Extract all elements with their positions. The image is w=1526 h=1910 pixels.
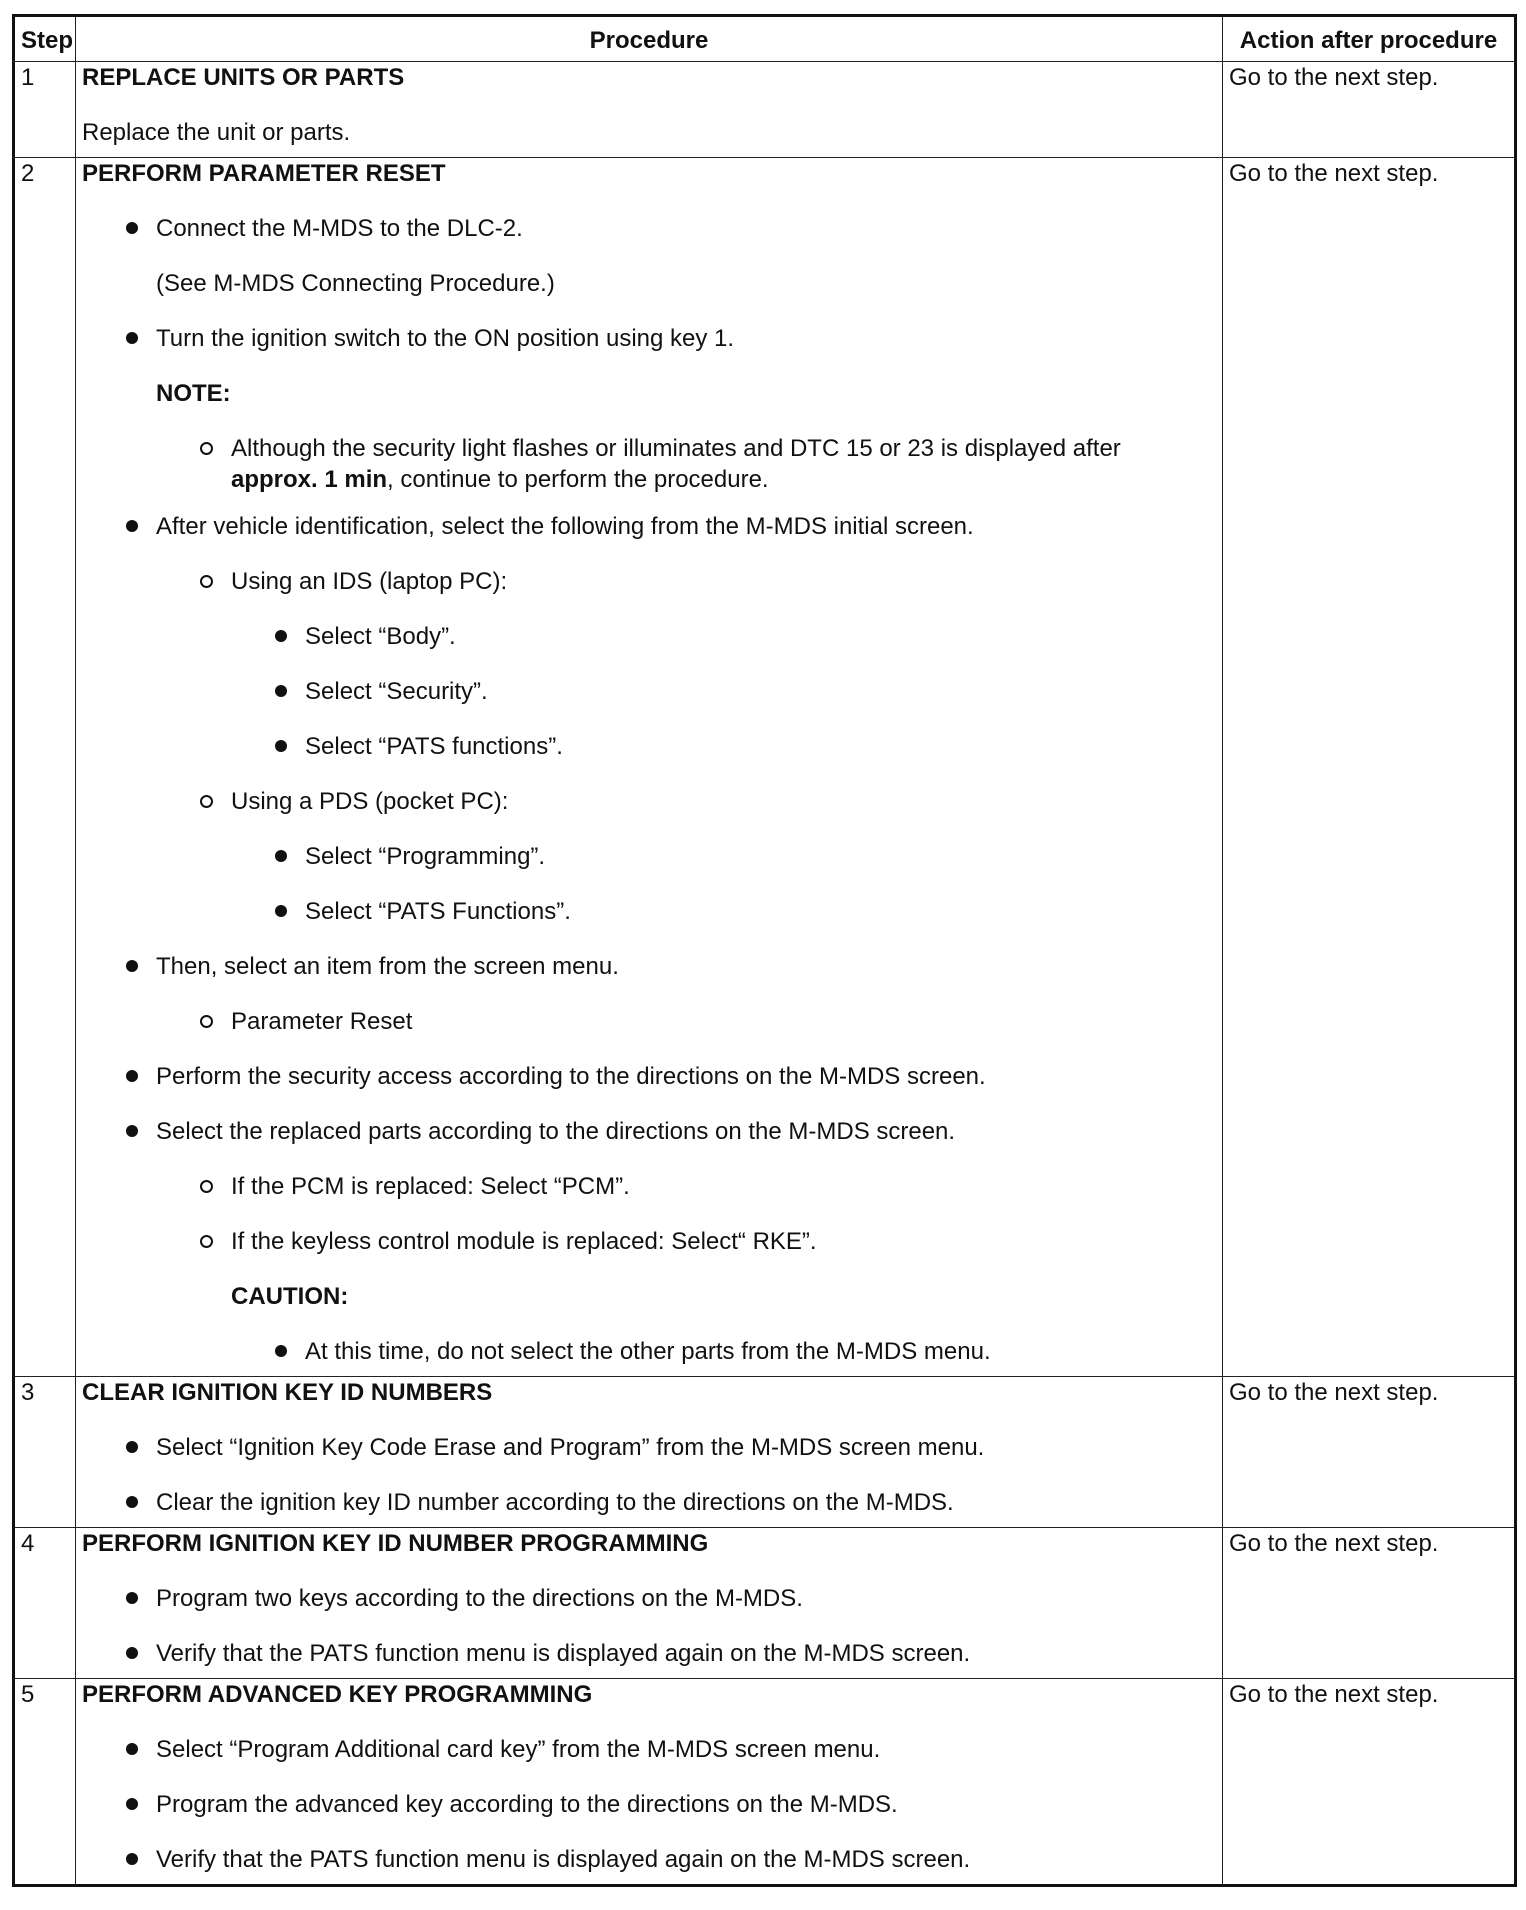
list-item: After vehicle identification, select the following from the M-MDS initial screen. xyxy=(82,511,1216,566)
bullet-icon xyxy=(126,1441,138,1453)
list-item: Select “Ignition Key Code Erase and Program” from the M-MDS screen menu. xyxy=(82,1432,1216,1487)
table-row xyxy=(14,1377,1516,1528)
procedure-cell xyxy=(76,1679,1223,1886)
bullet-icon xyxy=(126,222,138,234)
list-item: Program two keys according to the directions on the M-MDS. xyxy=(82,1583,1216,1638)
step-title: PERFORM ADVANCED KEY PROGRAMMING xyxy=(82,1681,593,1708)
bullet-icon xyxy=(275,1345,287,1357)
list-item: Using a PDS (pocket PC): xyxy=(82,786,1216,841)
list-item: Select “PATS Functions”. xyxy=(82,896,1216,951)
header-row xyxy=(14,16,1516,62)
table-row xyxy=(14,1528,1516,1679)
list-item: Select “Body”. xyxy=(82,621,1216,676)
bullet-icon xyxy=(126,1496,138,1508)
bullet-icon xyxy=(126,1647,138,1659)
circle-bullet-icon xyxy=(200,442,213,455)
step-title: PERFORM PARAMETER RESET xyxy=(82,160,446,187)
circle-bullet-icon xyxy=(200,1015,213,1028)
list-item: Select the replaced parts according to the directions on the M-MDS screen. xyxy=(82,1116,1216,1171)
bullet-icon xyxy=(126,1853,138,1865)
circle-bullet-icon xyxy=(200,1180,213,1193)
step-title: PERFORM IGNITION KEY ID NUMBER PROGRAMMING xyxy=(82,1530,709,1557)
bullet-icon xyxy=(275,740,287,752)
bullet-icon xyxy=(126,1125,138,1137)
circle-bullet-icon xyxy=(200,575,213,588)
bullet-icon xyxy=(126,332,138,344)
list-item: Program the advanced key according to the directions on the M-MDS. xyxy=(82,1789,1216,1844)
list-item: If the keyless control module is replaced: Select“ RKE”. xyxy=(82,1226,1216,1281)
list-item-note: (See M-MDS Connecting Procedure.) xyxy=(156,270,555,297)
note-label: NOTE: xyxy=(156,380,231,407)
list-item: Perform the security access according to the directions on the M-MDS screen. xyxy=(82,1061,1216,1116)
step-title: CLEAR IGNITION KEY ID NUMBERS xyxy=(82,1379,493,1406)
list-item: At this time, do not select the other parts from the M-MDS menu. xyxy=(82,1336,1216,1376)
list-item: Select “PATS functions”. xyxy=(82,731,1216,786)
bullet-icon xyxy=(126,1798,138,1810)
bullet-icon xyxy=(275,905,287,917)
bullet-icon xyxy=(126,1743,138,1755)
step-number: 5 xyxy=(14,1679,76,1886)
table-row xyxy=(14,1679,1516,1886)
procedure-cell xyxy=(76,1377,1223,1528)
caution-label: CAUTION: xyxy=(231,1283,349,1310)
step-number: 2 xyxy=(14,158,76,1377)
list-item: Parameter Reset xyxy=(82,1006,1216,1061)
list-item: Verify that the PATS function menu is displayed again on the M-MDS screen. xyxy=(82,1844,1216,1884)
action-cell: Go to the next step. xyxy=(1223,1377,1516,1528)
procedure-cell xyxy=(76,62,1223,158)
bullet-icon xyxy=(126,1070,138,1082)
header-action: Action after procedure xyxy=(1223,16,1516,62)
list-item: Turn the ignition switch to the ON position using key 1. xyxy=(82,323,1216,378)
action-cell: Go to the next step. xyxy=(1223,62,1516,158)
action-cell: Go to the next step. xyxy=(1223,158,1516,1377)
bullet-icon xyxy=(126,1592,138,1604)
header-step: Step xyxy=(14,16,76,62)
step-number: 3 xyxy=(14,1377,76,1528)
circle-bullet-icon xyxy=(200,795,213,808)
procedure-table xyxy=(12,14,1517,1887)
bullet-icon xyxy=(126,960,138,972)
list-item: Using an IDS (laptop PC): xyxy=(82,566,1216,621)
procedure-cell xyxy=(76,158,1223,1377)
action-cell: Go to the next step. xyxy=(1223,1679,1516,1886)
list-item: Although the security light flashes or illuminates and DTC 15 or 23 is displayed after approx. 1 min, continue to perform the procedure. xyxy=(82,433,1216,511)
step-number: 4 xyxy=(14,1528,76,1679)
procedure-text: Replace the unit or parts. xyxy=(82,119,351,146)
list-item: Clear the ignition key ID number according to the directions on the M-MDS. xyxy=(82,1487,1216,1527)
header-procedure: Procedure xyxy=(76,16,1223,62)
table-row xyxy=(14,62,1516,158)
bullet-icon xyxy=(275,850,287,862)
step-title: REPLACE UNITS OR PARTS xyxy=(82,64,405,91)
circle-bullet-icon xyxy=(200,1235,213,1248)
bullet-icon xyxy=(275,685,287,697)
list-item: Then, select an item from the screen menu. xyxy=(82,951,1216,1006)
bullet-icon xyxy=(275,630,287,642)
step-number: 1 xyxy=(14,62,76,158)
list-item: Verify that the PATS function menu is displayed again on the M-MDS screen. xyxy=(82,1638,1216,1678)
list-item: Select “Security”. xyxy=(82,676,1216,731)
list-item: If the PCM is replaced: Select “PCM”. xyxy=(82,1171,1216,1226)
action-cell: Go to the next step. xyxy=(1223,1528,1516,1679)
list-item: Select “Programming”. xyxy=(82,841,1216,896)
list-item: Select “Program Additional card key” from the M-MDS screen menu. xyxy=(82,1734,1216,1789)
procedure-cell xyxy=(76,1528,1223,1679)
list-item: Connect the M-MDS to the DLC-2. xyxy=(82,213,1216,268)
bullet-icon xyxy=(126,520,138,532)
table-row xyxy=(14,158,1516,1377)
